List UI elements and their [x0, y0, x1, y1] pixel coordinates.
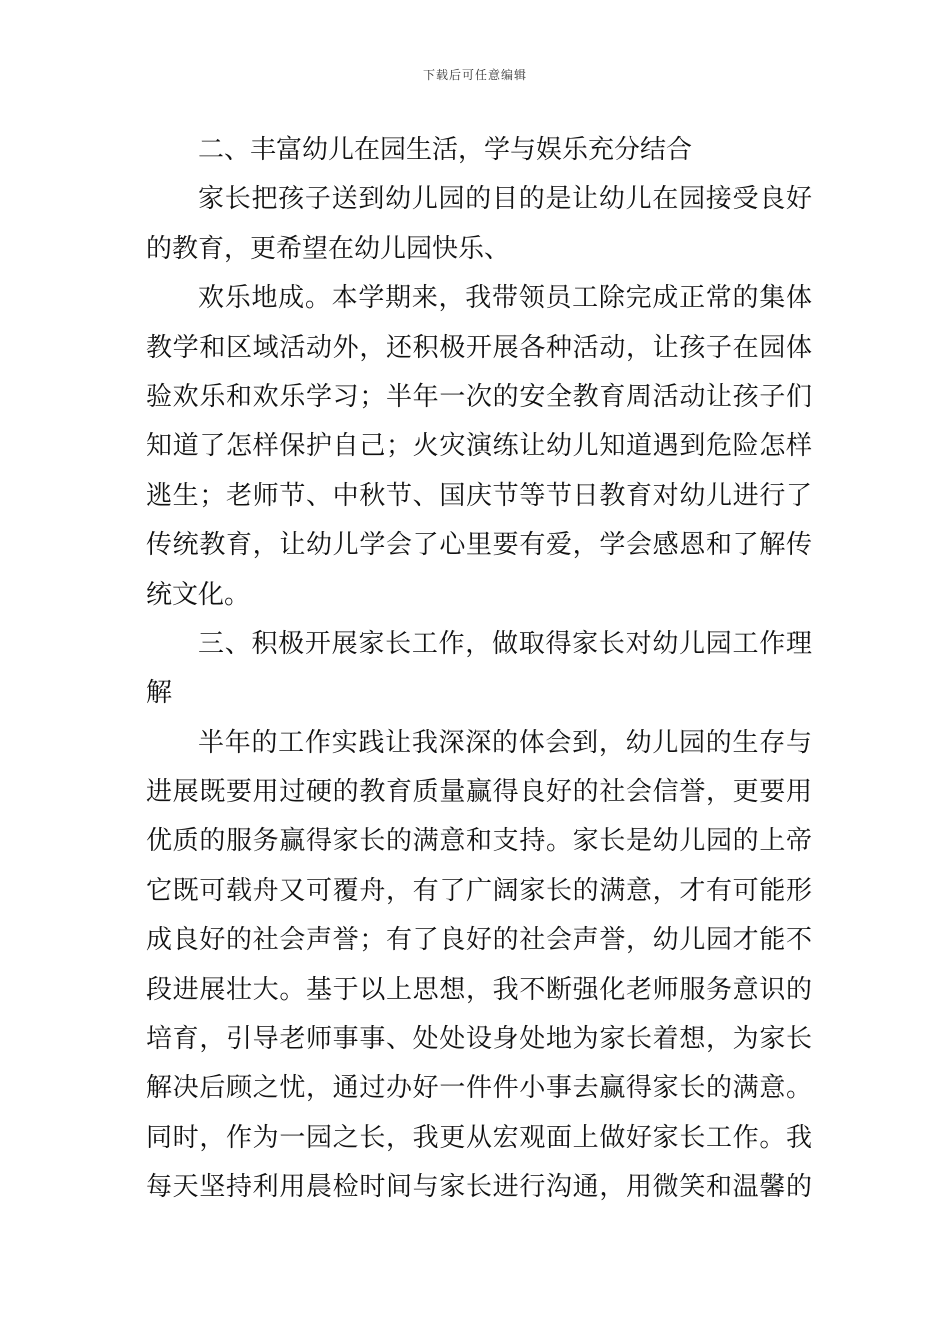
- section-heading-3-continued: 解: [146, 678, 173, 709]
- paragraph-line: 传统教育，让幼儿学会了心里要有爱，学会感恩和了解传: [146, 530, 812, 561]
- paragraph-line: 它既可载舟又可覆舟，有了广阔家长的满意，才有可能形: [146, 875, 812, 906]
- section-heading-2: 二、丰富幼儿在园生活，学与娱乐充分结合: [198, 135, 693, 165]
- paragraph-line: 半年的工作实践让我深深的体会到，幼儿园的生存与: [198, 727, 812, 758]
- paragraph-line: 成良好的社会声誉；有了良好的社会声誉，幼儿园才能不: [146, 925, 812, 956]
- paragraph-line: 统文化。: [146, 579, 251, 610]
- paragraph-line: 解决后顾之忧，通过办好一件件小事去赢得家长的满意。: [146, 1073, 812, 1104]
- section-heading-3: 三、积极开展家长工作，做取得家长对幼儿园工作理: [198, 628, 812, 659]
- paragraph-line: 进展既要用过硬的教育质量赢得良好的社会信誉，更要用: [146, 777, 812, 808]
- paragraph-line: 同时，作为一园之长，我更从宏观面上做好家长工作。我: [146, 1122, 812, 1153]
- paragraph-line: 教学和区域活动外，还积极开展各种活动，让孩子在园体: [146, 332, 812, 363]
- paragraph-line: 段进展壮大。基于以上思想，我不断强化老师服务意识的: [146, 974, 812, 1005]
- paragraph-line: 的教育，更希望在幼儿园快乐、: [146, 233, 511, 264]
- body-text: [146, 126, 812, 1213]
- paragraph-line: 逃生；老师节、中秋节、国庆节等节日教育对幼儿进行了: [146, 480, 812, 511]
- paragraph-line: 家长把孩子送到幼儿园的目的是让幼儿在园接受良好: [198, 184, 812, 215]
- paragraph-line: 每天坚持利用晨检时间与家长进行沟通，用微笑和温馨的: [146, 1172, 812, 1203]
- paragraph-line: 验欢乐和欢乐学习；半年一次的安全教育周活动让孩子们: [146, 381, 812, 412]
- paragraph-line: 培育，引导老师事事、处处设身处地为家长着想，为家长: [146, 1024, 812, 1055]
- paragraph-line: 欢乐地成。本学期来，我带领员工除完成正常的集体: [198, 283, 812, 314]
- paragraph-line: 优质的服务赢得家长的满意和支持。家长是幼儿园的上帝: [146, 826, 812, 857]
- header-note: 下载后可任意编辑: [422, 68, 527, 82]
- paragraph-line: 知道了怎样保护自己；火灾演练让幼儿知道遇到危险怎样: [146, 431, 812, 462]
